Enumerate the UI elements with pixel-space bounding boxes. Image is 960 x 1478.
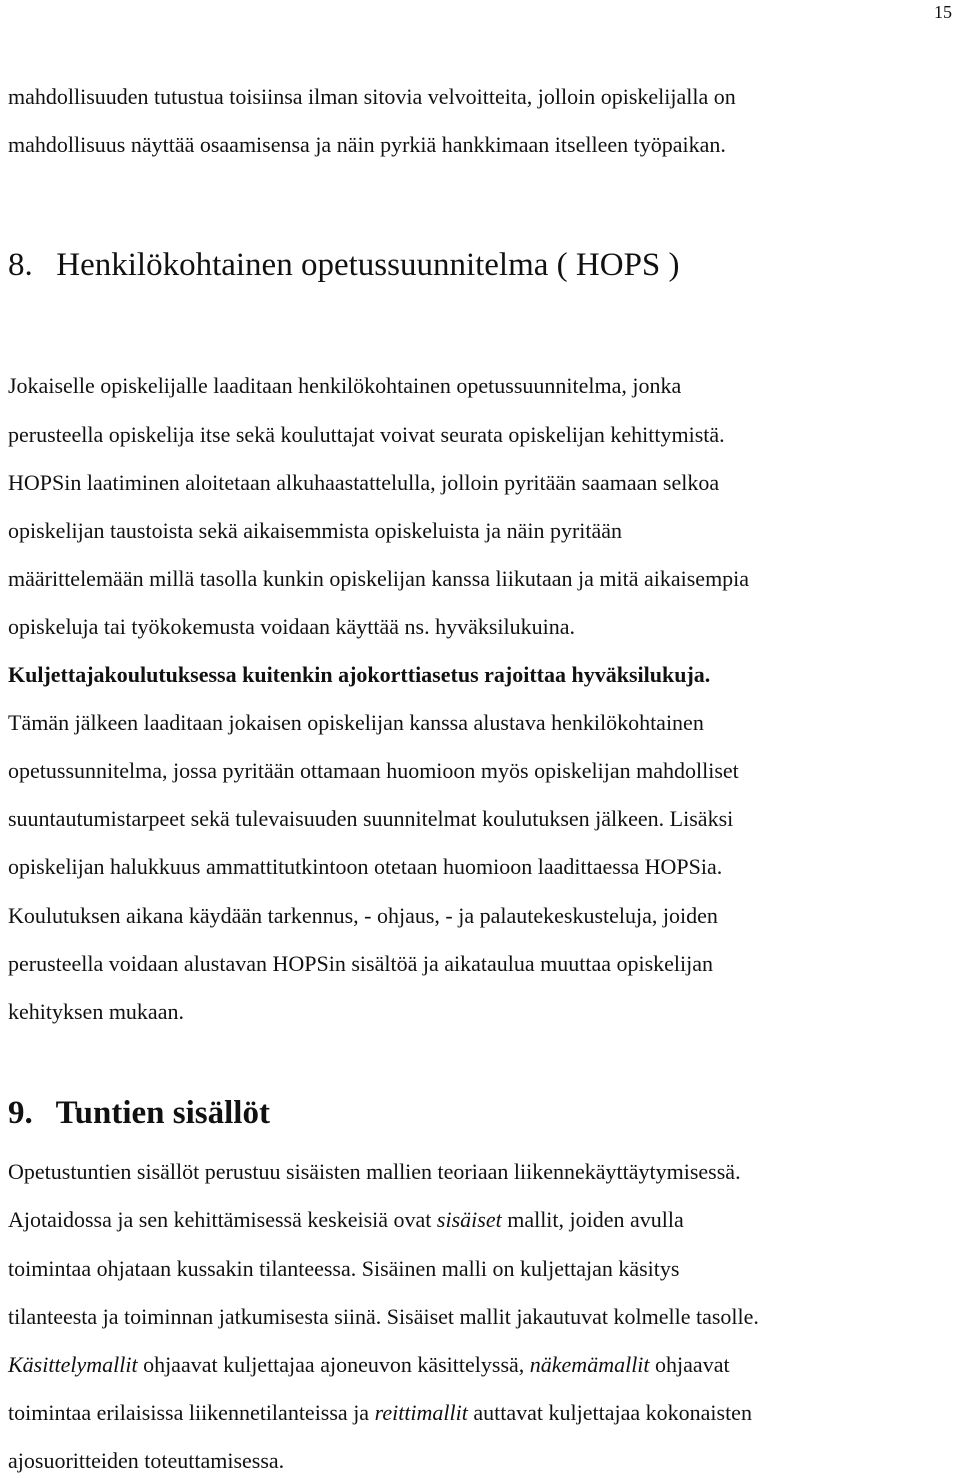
section-8-line-10: opiskelijan halukkuus ammattitutkintoon otetaan huomioon laadittaessa HOPSia. [8,854,723,879]
section-8-title: Henkilökohtainen opetussuunnitelma ( HOPS ) [56,247,680,283]
section-9-line-7: ajosuoritteiden toteuttamisessa. [8,1448,285,1473]
section-9-line-6-text-b: auttavat kuljettajaa kokonaisten [467,1400,752,1425]
section-9-title: Tuntien sisällöt [55,1095,270,1131]
section-9-line-2-text-b: mallit, joiden avulla [501,1207,684,1232]
section-9-line-4: tilanteesta ja toiminnan jatkumisesta siinä. Sisäiset mallit jakautuvat kolmelle tasolle. [8,1304,759,1329]
intro-line-1: mahdollisuuden tutustua toisiinsa ilman sitovia velvoitteita, jolloin opiskelijalla on [8,84,736,109]
section-9-heading [8,1094,270,1132]
section-9-line-6-italic: reittimallit [374,1400,468,1425]
section-8-line-2: perusteella opiskelija itse sekä kouluttajat voivat seurata opiskelijan kehittymistä. [8,422,725,447]
section-8-line-12: perusteella voidaan alustavan HOPSin sisältöä ja aikataulua muuttaa opiskelijan [8,951,714,976]
section-9-line-5-text-a: ohjaavat kuljettajaa ajoneuvon käsittelyssä, [137,1352,530,1377]
section-9-line-3: toimintaa ohjataan kussakin tilanteessa. Sisäinen malli on kuljettajan käsitys [8,1256,680,1281]
section-8-bold-line: Kuljettajakoulutuksessa kuitenkin ajokorttiasetus rajoittaa hyväksilukuja. [8,662,711,687]
section-9-line-5 [8,1352,730,1378]
section-9-line-5-text-b: ohjaavat [649,1352,730,1377]
section-8-line-13: kehityksen mukaan. [8,999,184,1024]
section-8-heading [8,246,680,284]
section-8-line-8: opetussunnitelma, jossa pyritään ottamaan huomioon myös opiskelijan mahdolliset [8,758,739,783]
section-9-number: 9. [8,1095,33,1131]
section-9-line-2 [8,1207,684,1233]
section-9-line-6 [8,1400,752,1426]
section-8-line-5: määrittelemään millä tasolla kunkin opiskelijan kanssa liikutaan ja mitä aikaisempia [8,566,750,591]
section-9-line-1: Opetustuntien sisällöt perustuu sisäisten mallien teoriaan liikennekäyttäytymisessä. [8,1159,741,1184]
section-8-line-6: opiskeluja tai työkokemusta voidaan käyttää ns. hyväksilukuina. [8,614,575,639]
section-9-line-5-italic-2: näkemämallit [529,1352,650,1377]
section-9-line-6-text-a: toimintaa erilaisissa liikennetilanteissa ja [8,1400,375,1425]
section-8-line-3: HOPSin laatiminen aloitetaan alkuhaastattelulla, jolloin pyritään saamaan selkoa [8,470,720,495]
section-8-line-9: suuntautumistarpeet sekä tulevaisuuden suunnitelmat koulutuksen jälkeen. Lisäksi [8,806,734,831]
section-8-number: 8. [8,247,33,283]
page-number: 15 [934,2,952,22]
section-8-line-7: Tämän jälkeen laaditaan jokaisen opiskelijan kanssa alustava henkilökohtainen [8,710,704,735]
section-8-line-4: opiskelijan taustoista sekä aikaisemmista opiskeluista ja näin pyritään [8,518,623,543]
section-8-line-11: Koulutuksen aikana käydään tarkennus, - ohjaus, - ja palautekeskusteluja, joiden [8,903,718,928]
section-9-line-2-italic: sisäiset [436,1207,502,1232]
section-8-line-1: Jokaiselle opiskelijalle laaditaan henkilökohtainen opetussuunnitelma, jonka [8,373,682,398]
intro-line-2: mahdollisuus näyttää osaamisensa ja näin pyrkiä hankkimaan itselleen työpaikan. [8,132,726,157]
section-9-line-5-italic-1: Käsittelymallit [8,1352,138,1377]
section-9-line-2-text-a: Ajotaidossa ja sen kehittämisessä keskeisiä ovat [8,1207,437,1232]
